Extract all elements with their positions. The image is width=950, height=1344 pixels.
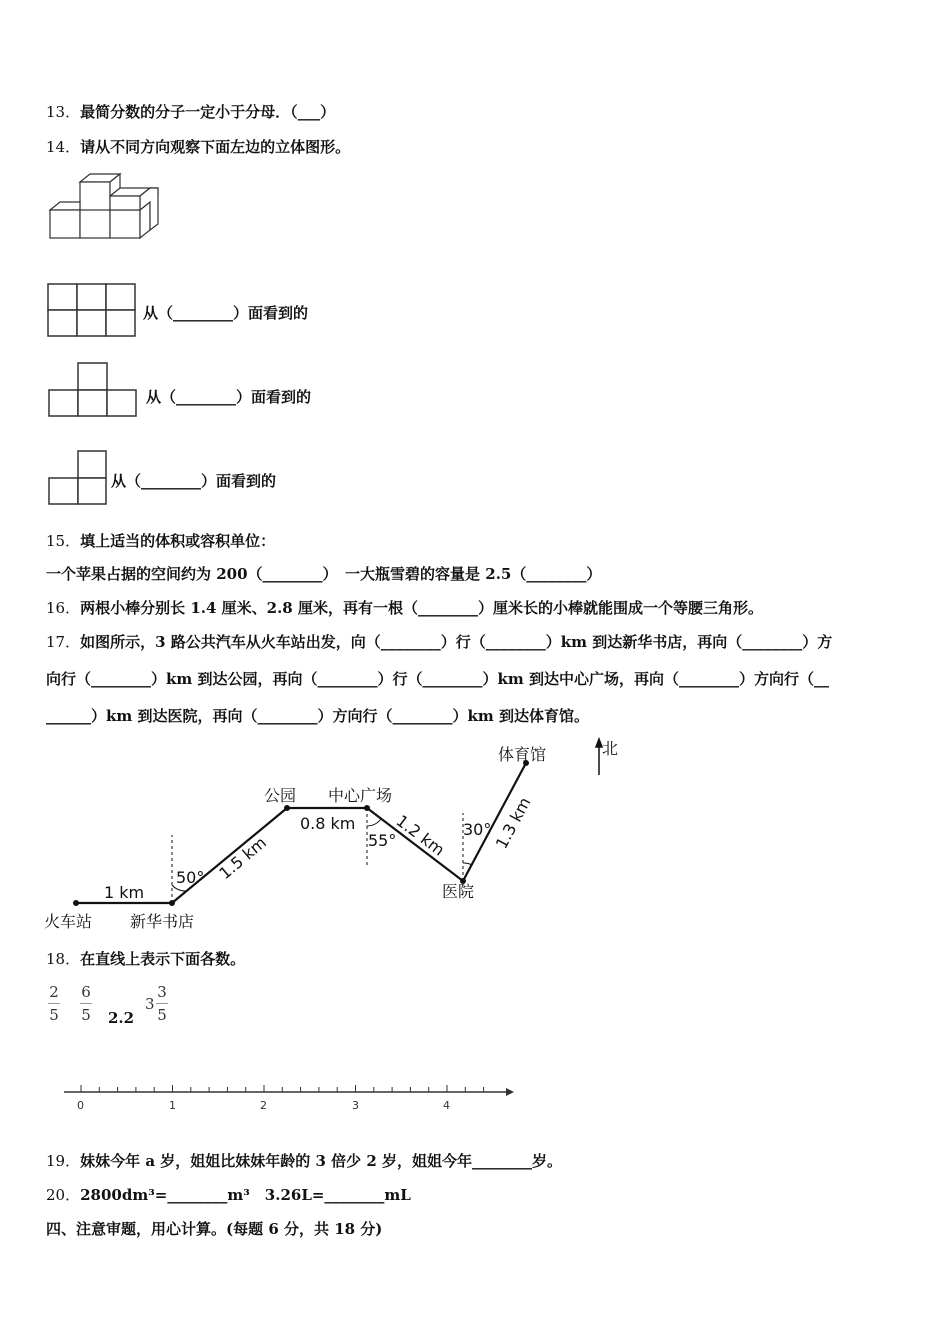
- map-angle-3: 30°: [463, 820, 492, 839]
- q19: [46, 1151, 562, 1171]
- q16: [46, 598, 763, 618]
- q20-number: 20．: [46, 1186, 81, 1204]
- map-dist-1: 1 km: [104, 883, 145, 902]
- view-3-label: 从（________）面看到的: [111, 472, 277, 490]
- map-angle-2: 55°: [368, 831, 397, 850]
- view-shape-1: [46, 282, 138, 338]
- map-hospital: 医院: [442, 882, 475, 901]
- view-2-label: 从（________）面看到的: [146, 388, 312, 406]
- decimal-2-2: 2.2: [108, 1009, 135, 1027]
- mixed-denominator: 5: [157, 1006, 167, 1024]
- fraction-6-5: [80, 983, 92, 1024]
- q17: [46, 632, 832, 652]
- axis-label-2: 2: [260, 1099, 267, 1112]
- q16-number: 16．: [46, 599, 81, 617]
- q20: [46, 1185, 411, 1205]
- axis-label-0: 0: [77, 1099, 84, 1112]
- q19-number: 19．: [46, 1152, 81, 1170]
- q19-text: 妹妹今年 a 岁，姐姐比妹妹年龄的 3 倍少 2 岁，姐姐今年________岁。: [80, 1152, 563, 1170]
- q13-text: 最简分数的分子一定小于分母．（___）: [80, 103, 336, 121]
- map-angle-1: 50°: [176, 868, 205, 887]
- fraction-1-numerator: 2: [49, 983, 59, 1001]
- q15: [46, 531, 275, 551]
- fraction-2-denominator: 5: [81, 1006, 91, 1024]
- map-dist-4: 1.2 km: [392, 811, 449, 860]
- number-line: [60, 1078, 520, 1118]
- q15-text: 填上适当的体积或容积单位：: [80, 532, 276, 550]
- q17-number: 17．: [46, 633, 81, 651]
- q18: [46, 949, 245, 969]
- q17-line1: 如图所示，3 路公共汽车从火车站出发，向（________）行（________）km 到达新华书店，再向（________）方: [80, 633, 833, 651]
- fraction-2-5: [48, 983, 60, 1024]
- q18-text: 在直线上表示下面各数。: [80, 950, 246, 968]
- view-1-label: 从（________）面看到的: [143, 304, 309, 322]
- q13-number: 13．: [46, 103, 81, 121]
- q16-text: 两根小棒分别长 1.4 厘米、2.8 厘米，再有一根（________）厘米长的小棒就能围成一个等腰三角形。: [80, 599, 763, 617]
- q15-line2: 一个苹果占据的空间约为 200（________） 一大瓶雪碧的容量是 2.5（________）: [46, 565, 602, 583]
- fraction-1-denominator: 5: [49, 1006, 59, 1024]
- q14-text: 请从不同方向观察下面左边的立体图形。: [80, 138, 351, 156]
- axis-label-3: 3: [352, 1099, 359, 1112]
- map-dist-3: 0.8 km: [300, 814, 356, 833]
- mixed-number-whole: 3: [145, 995, 155, 1013]
- axis-label-4: 4: [443, 1099, 450, 1112]
- q20-text: 2800dm³=________m³ 3.26L=________mL: [80, 1186, 411, 1204]
- q13: [46, 102, 335, 122]
- mixed-numerator: 3: [157, 983, 167, 1001]
- mixed-number-fraction: [156, 983, 168, 1024]
- map-station: 火车站: [44, 912, 93, 931]
- map-park: 公园: [264, 786, 297, 805]
- view-shape-2: [46, 360, 140, 418]
- q14: [46, 137, 350, 157]
- map-dist-5: 1.3 km: [491, 794, 535, 852]
- axis-label-1: 1: [169, 1099, 176, 1112]
- map-stadium: 体育馆: [498, 745, 547, 764]
- map-dist-2: 1.5 km: [215, 832, 271, 884]
- q18-number: 18．: [46, 950, 81, 968]
- q17-line3: ______）km 到达医院，再向（________）方向行（________）km 到达体育馆。: [46, 707, 589, 725]
- map-plaza: 中心广场: [328, 786, 393, 805]
- q15-number: 15．: [46, 532, 81, 550]
- cube-solid-figure: [44, 170, 168, 244]
- q17-line2: 向行（________）km 到达公园，再向（________）行（________）km 到达中心广场，再向（________）方向行（__: [46, 670, 829, 688]
- route-map: [40, 735, 640, 935]
- section-4-heading: 四、注意审题，用心计算。(每题 6 分，共 18 分): [46, 1220, 383, 1238]
- map-bookstore: 新华书店: [130, 912, 195, 931]
- q14-number: 14．: [46, 138, 81, 156]
- view-shape-3: [46, 448, 110, 506]
- fraction-2-numerator: 6: [81, 983, 91, 1001]
- map-north-label: 北: [602, 739, 619, 758]
